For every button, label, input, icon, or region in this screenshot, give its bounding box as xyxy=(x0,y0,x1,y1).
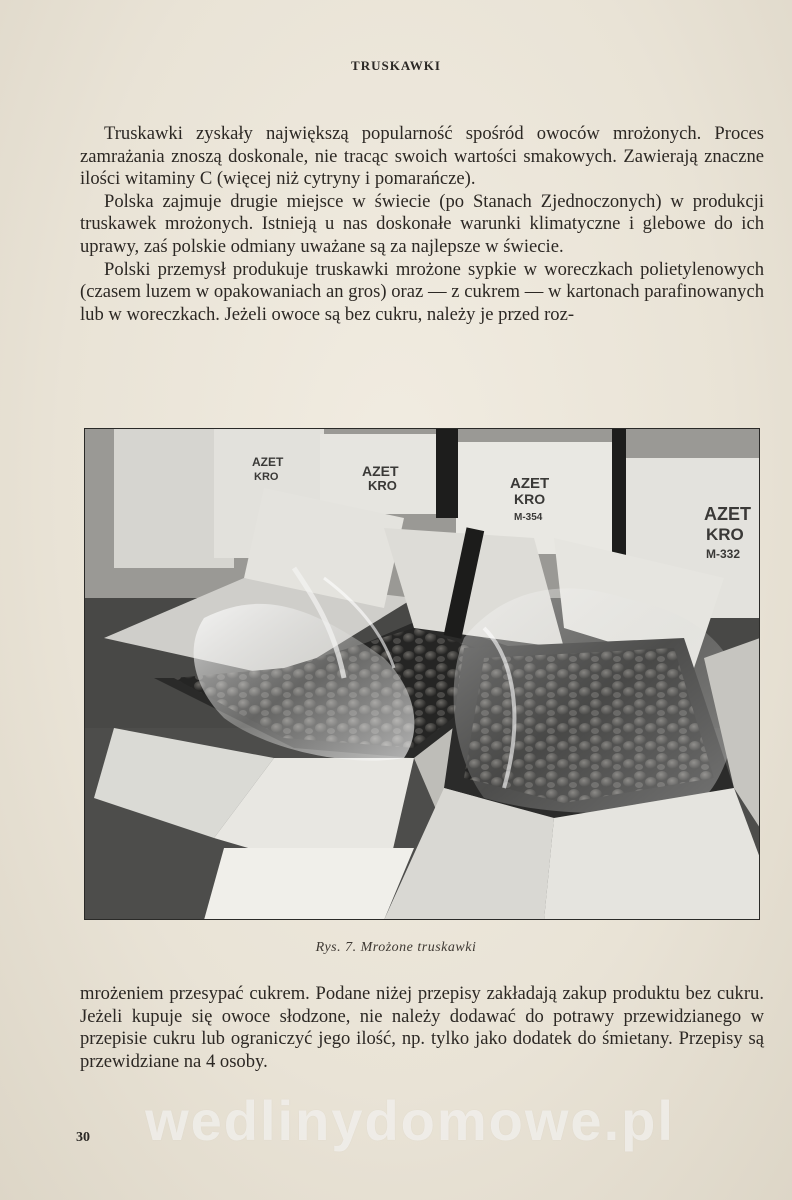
paragraph-1: Truskawki zyskały największą popularność spośród owoców mrożonych. Proces zamrażania znoszą doskonale, nie tracąc swoich wartości smakowych. Zawierają znaczne ilości witaminy C (więcej niż cytryny i pomarańcze). xyxy=(80,123,764,190)
figure-caption: Rys. 7. Mrożone truskawki xyxy=(315,940,477,955)
paragraph-3: Polski przemysł produkuje truskawki mrożone sypkie w woreczkach polietylenowych (czasem luzem w opakowaniach an gros) oraz — z cukrem — w kartonach parafinowanych lub w woreczkach. Jeżeli owoce są bez cukru, należy je przed roz- xyxy=(80,258,764,325)
svg-text:KRO: KRO xyxy=(368,478,397,493)
text-block-top xyxy=(80,123,764,326)
svg-text:M-354: M-354 xyxy=(514,512,543,523)
paragraph-4: mrożeniem przesypać cukrem. Podane niżej przepisy zakładają zakup produktu bez cukru. Jeżeli kupuje się owoce słodzone, nie należy dodawać do potrawy przewidzianego w przepisie cukru lub ograniczyć jego ilość, np. tylko jako dodatek do śmietany. Przepisy są przewidziane na 4 osoby. xyxy=(80,983,764,1072)
paragraph-2: Polska zajmuje drugie miejsce w świecie (po Stanach Zjednoczonych) w produkcji truskawek mrożonych. Istnieją u nas doskonałe warunki klimatyczne i glebowe do ich uprawy, zaś polskie odmiany uważane są za najlepsze w świecie. xyxy=(80,190,764,257)
svg-text:KRO: KRO xyxy=(254,471,279,483)
running-head: TRUSKAWKI xyxy=(351,58,441,73)
svg-text:KRO: KRO xyxy=(514,491,546,507)
svg-text:AZET: AZET xyxy=(704,504,751,524)
svg-text:AZET: AZET xyxy=(362,463,399,479)
svg-text:AZET: AZET xyxy=(510,475,550,492)
figure-photo xyxy=(84,428,760,920)
svg-text:AZET: AZET xyxy=(252,455,284,469)
foreground-flap xyxy=(204,848,414,920)
svg-text:KRO: KRO xyxy=(706,525,744,544)
watermark: wedlinydomowe.pl xyxy=(145,1089,675,1152)
page-number: 30 xyxy=(76,1130,90,1145)
text-block-bottom xyxy=(80,983,764,1073)
svg-text:M-332: M-332 xyxy=(706,547,741,561)
